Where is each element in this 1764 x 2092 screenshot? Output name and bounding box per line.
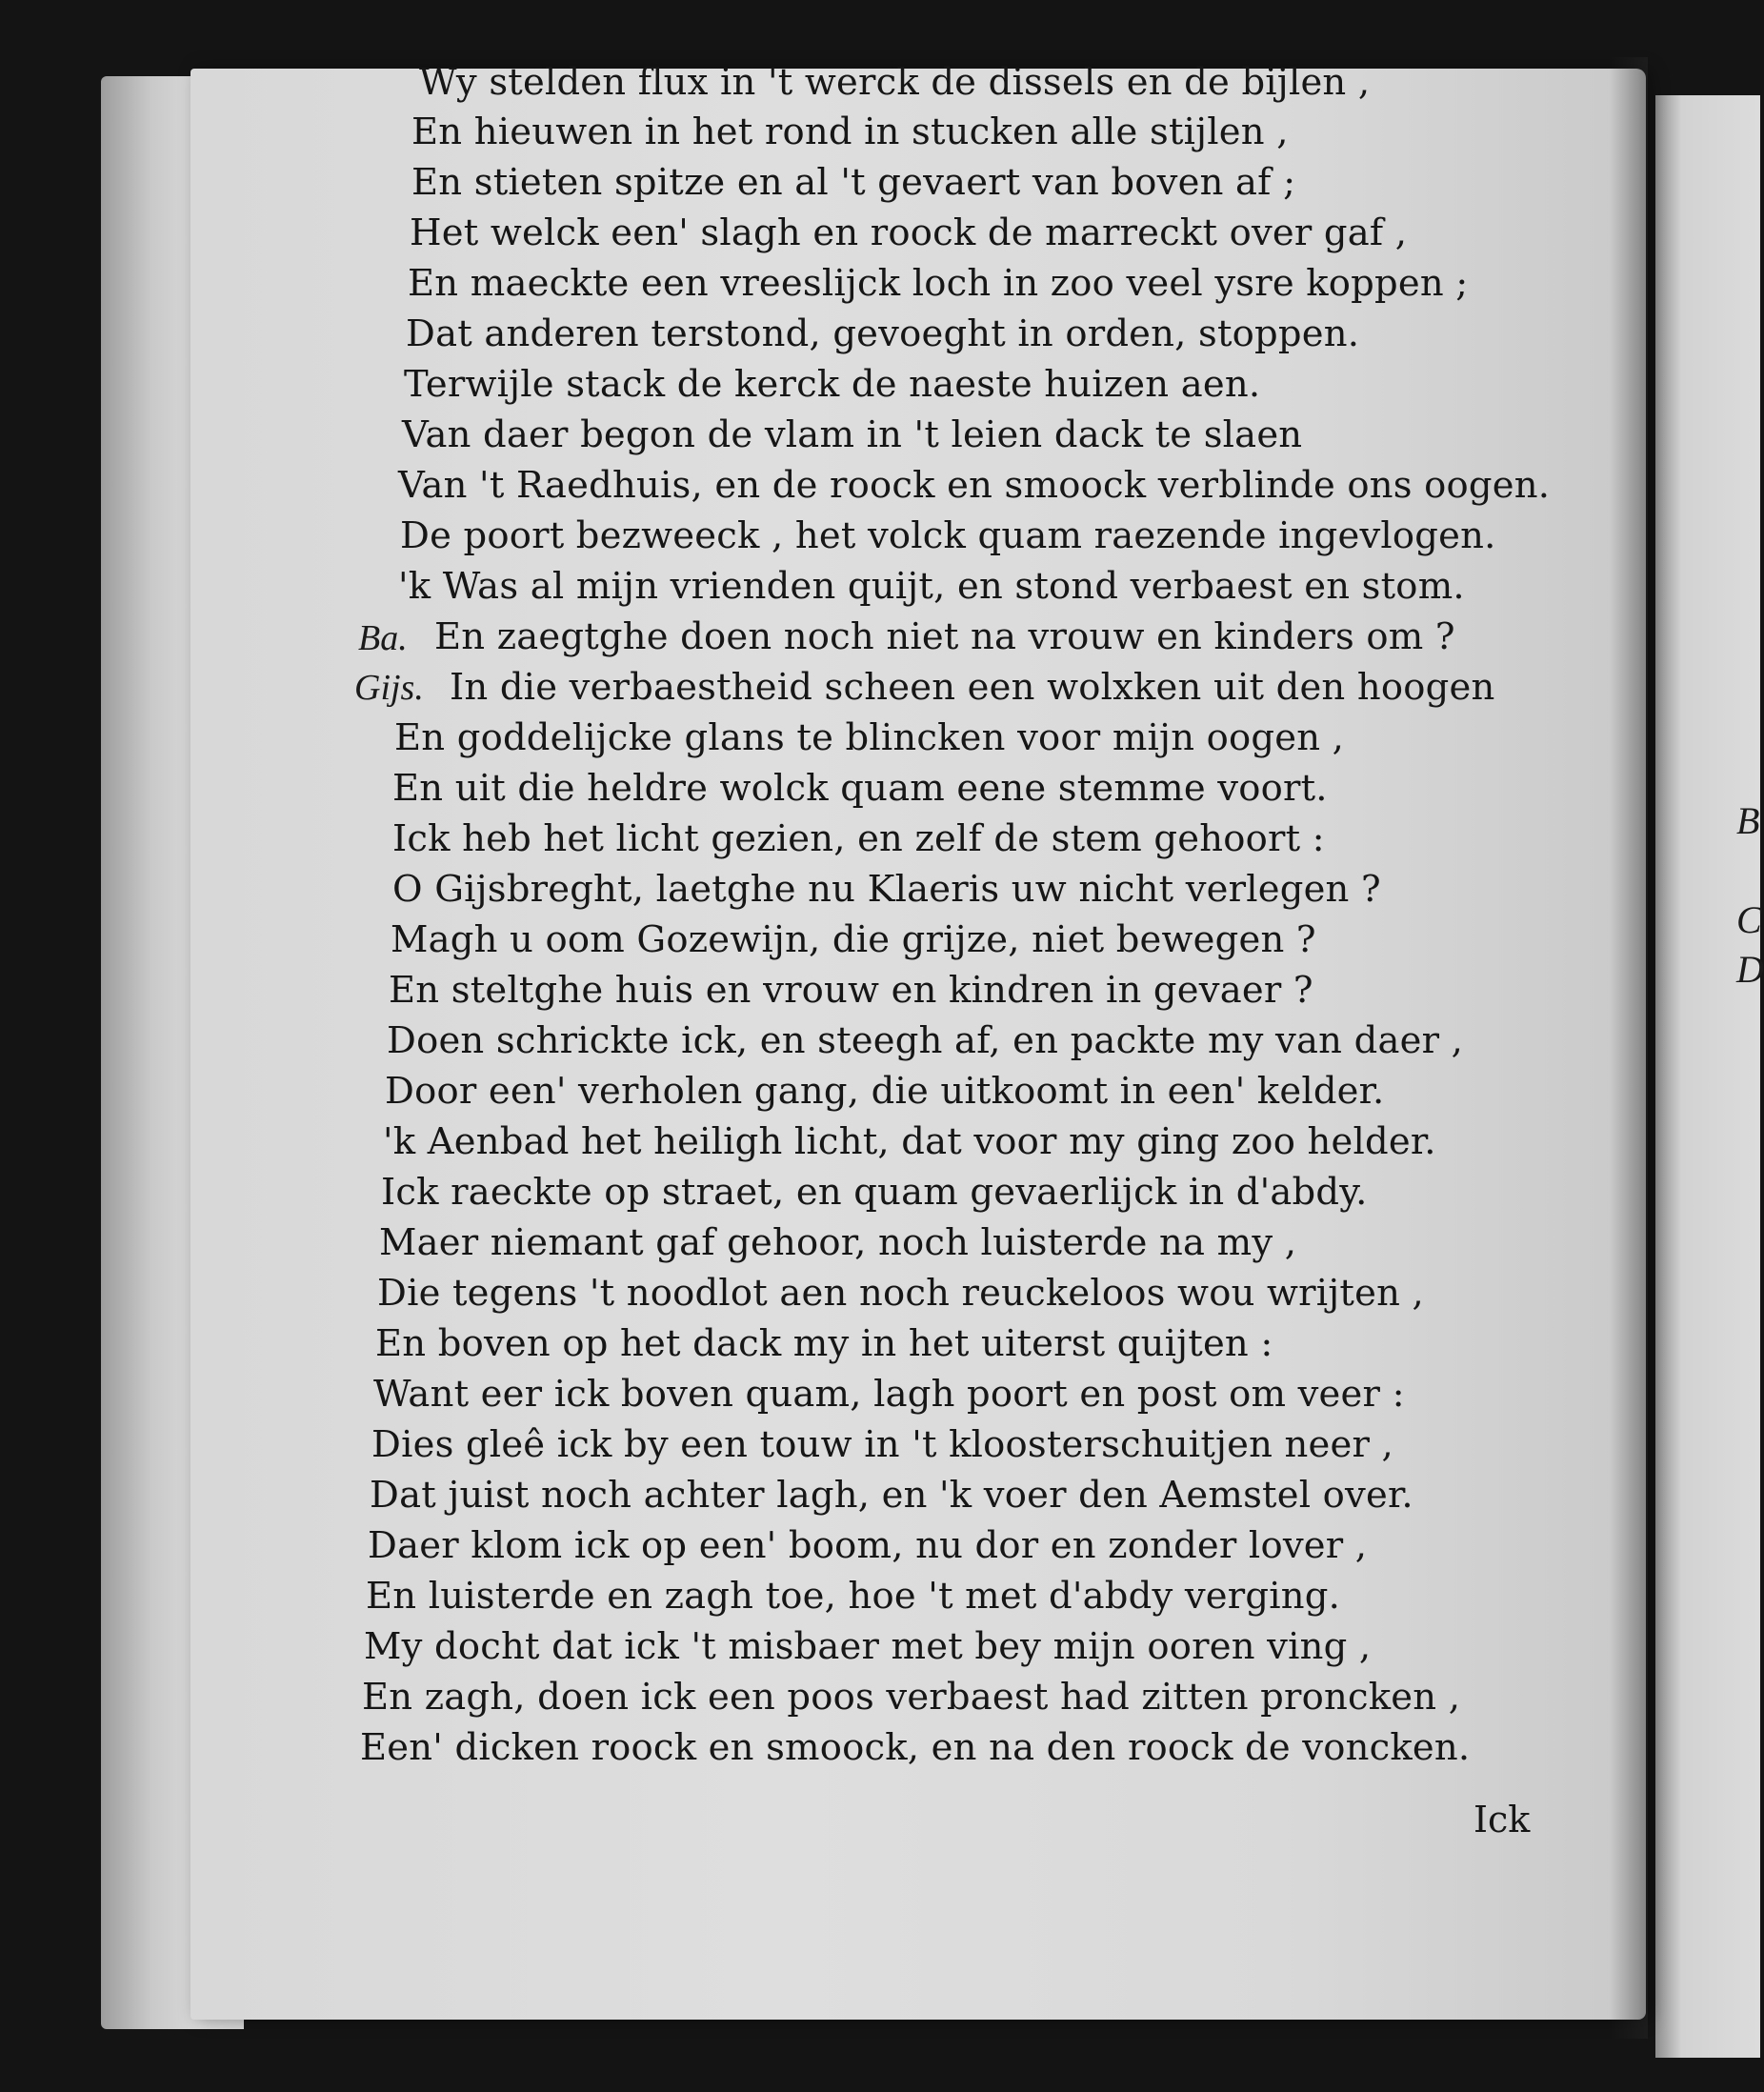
verse-line: Door een' verholen gang, die uitkoomt in een' kelder. (385, 1070, 1385, 1113)
facing-page (1655, 95, 1760, 2058)
verse-line: Daer klom ick op een' boom, nu dor en zonder lover , (368, 1524, 1368, 1567)
verse-line: My docht dat ick 't misbaer met bey mijn ooren ving , (364, 1625, 1372, 1668)
verse-line: O Gijsbreght, laetghe nu Klaeris uw nicht verlegen ? (392, 868, 1381, 911)
verse-line: En hieuwen in het rond in stucken alle stijlen , (411, 111, 1289, 153)
verse-line: Van 't Raedhuis, en de roock en smoock verblinde ons oogen. (398, 464, 1551, 507)
verse-line: En goddelijcke glans te blincken voor mijn oogen , (394, 716, 1345, 759)
verse-line: Het welck een' slagh en roock de marreckt over gaf , (410, 211, 1408, 254)
catchword: Ick (1473, 1799, 1531, 1841)
verse-line: Ick heb het licht gezien, en zelf de stem gehoort : (392, 817, 1325, 860)
verse-line: En uit die heldre wolck quam eene stemme voort. (392, 767, 1328, 810)
verse-line: Dat juist noch achter lagh, en 'k voer den Aemstel over. (370, 1474, 1413, 1517)
verse-line: Een' dicken roock en smoock, en na den roock de voncken. (360, 1726, 1471, 1769)
verse-line: En zaegtghe doen noch niet na vrouw en kinders om ? (434, 615, 1455, 658)
facing-page-glyph: C (1736, 898, 1762, 941)
verse-line: Terwijle stack de kerck de naeste huizen aen. (404, 363, 1261, 406)
verse-line: Van daer begon de vlam in 't leien dack te slaen (402, 413, 1303, 456)
speaker-label-ba: Ba. (358, 618, 408, 658)
verse-line: En stieten spitze en al 't gevaert van boven af ; (411, 161, 1296, 204)
verse-line: En steltghe huis en vrouw en kindren in gevaer ? (389, 969, 1313, 1012)
verse-line: Want eer ick boven quam, lagh poort en post om veer : (373, 1373, 1405, 1416)
verse-line: En zagh, doen ick een poos verbaest had zitten proncken , (362, 1676, 1461, 1719)
speaker-label-gijs: Gijs. (354, 668, 424, 708)
verse-line: Magh u oom Gozewijn, die grijze, niet bewegen ? (391, 918, 1316, 961)
facing-page-glyph: D (1736, 948, 1764, 991)
verse-line: En boven op het dack my in het uiterst quijten : (375, 1322, 1273, 1365)
verse-line: En luisterde en zagh toe, hoe 't met d'abdy verging. (366, 1575, 1341, 1618)
verse-line: Ick raeckte op straet, en quam gevaerlijck in d'abdy. (381, 1171, 1368, 1214)
verse-line: En maeckte een vreeslijck loch in zoo veel ysre koppen ; (408, 262, 1469, 305)
verse-line: De poort bezweeck , het volck quam raezende ingevlogen. (400, 514, 1496, 557)
verse-line: Maer niemant gaf gehoor, noch luisterde na my , (379, 1221, 1297, 1264)
verse-line: 'k Aenbad het heiligh licht, dat voor my ging zoo helder. (383, 1120, 1436, 1163)
facing-page-glyph: B (1736, 799, 1760, 842)
verse-line: Dies gleê ick by een touw in 't kloosterschuitjen neer , (371, 1423, 1393, 1466)
verse-line: In die verbaestheid scheen een wolxken uit den hoogen (450, 666, 1495, 709)
verse-line: Doen schrickte ick, en steegh af, en packte my van daer , (387, 1019, 1464, 1062)
verse-line: Wy stelden flux in 't werck de dissels en de bijlen , (419, 61, 1371, 104)
verse-line: Dat anderen terstond, gevoeght in orden, stoppen. (406, 312, 1360, 355)
verse-line: Die tegens 't noodlot aen noch reuckeloos wou wrijten , (377, 1272, 1424, 1315)
book-gutter (1610, 57, 1648, 2039)
verse-line: 'k Was al mijn vrienden quijt, en stond verbaest en stom. (398, 565, 1465, 608)
